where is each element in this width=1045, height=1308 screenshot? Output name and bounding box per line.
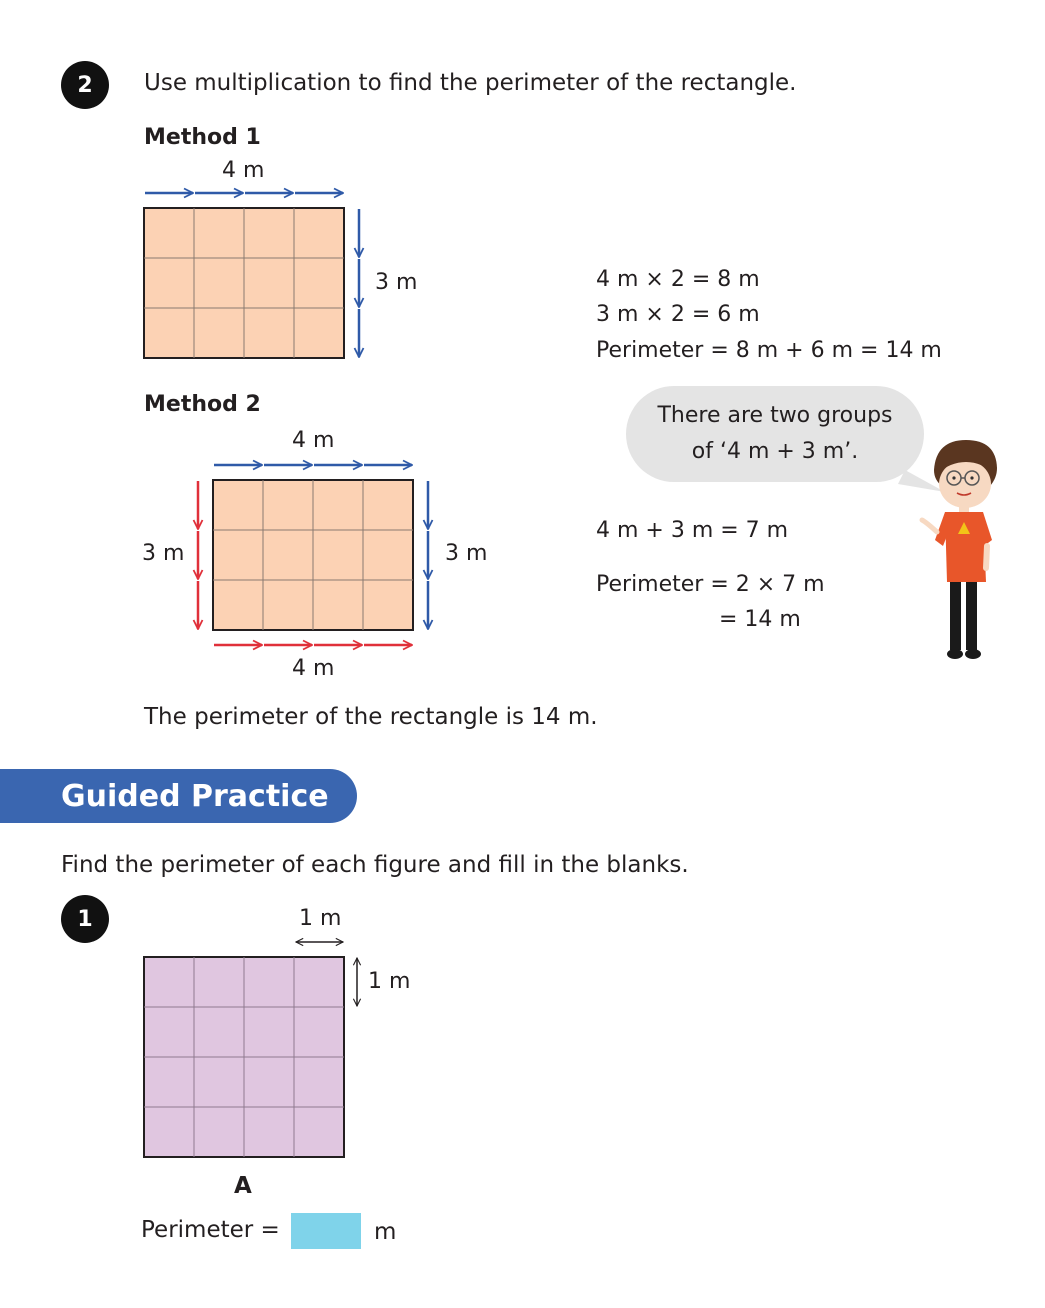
method2-eq3: = 14 m (719, 607, 801, 632)
question-number-badge: 1 (61, 895, 109, 943)
method1-eq2: 3 m × 2 = 6 m (596, 302, 760, 327)
method2-top-label: 4 m (292, 428, 335, 453)
guided-practice-title: Guided Practice (61, 778, 329, 814)
perimeter-prefix: Perimeter = (141, 1217, 280, 1243)
bubble-line-2: of ‘4 m + 3 m’. (691, 439, 859, 464)
method1-eq3: Perimeter = 8 m + 6 m = 14 m (596, 338, 942, 363)
perimeter-unit: m (374, 1219, 397, 1245)
boy-illustration (922, 440, 997, 659)
square-width-label: 1 m (299, 906, 342, 931)
guided-instruction: Find the perimeter of each figure and fill in the blanks. (61, 852, 689, 878)
practice-square (144, 957, 344, 1157)
figure-label: A (234, 1173, 252, 1199)
method2-heading: Method 2 (144, 392, 261, 417)
method2-left-label: 3 m (142, 541, 185, 566)
bubble-line-1: There are two groups (657, 403, 893, 428)
conclusion-text: The perimeter of the rectangle is 14 m. (144, 704, 598, 730)
example-number-badge: 2 (61, 61, 109, 109)
method2-rectangle (213, 480, 413, 630)
method2-eq1: 4 m + 3 m = 7 m (596, 518, 789, 543)
method1-top-label: 4 m (222, 158, 265, 183)
method1-eq1: 4 m × 2 = 8 m (596, 267, 760, 292)
method1-rectangle (144, 208, 344, 358)
method2-bottom-label: 4 m (292, 656, 335, 681)
method1-heading: Method 1 (144, 125, 261, 150)
square-height-label: 1 m (368, 969, 411, 994)
method1-side-label: 3 m (375, 270, 418, 295)
method2-eq2: Perimeter = 2 × 7 m (596, 572, 825, 597)
method2-right-label: 3 m (445, 541, 488, 566)
example-instruction: Use multiplication to find the perimeter of the rectangle. (144, 70, 797, 96)
